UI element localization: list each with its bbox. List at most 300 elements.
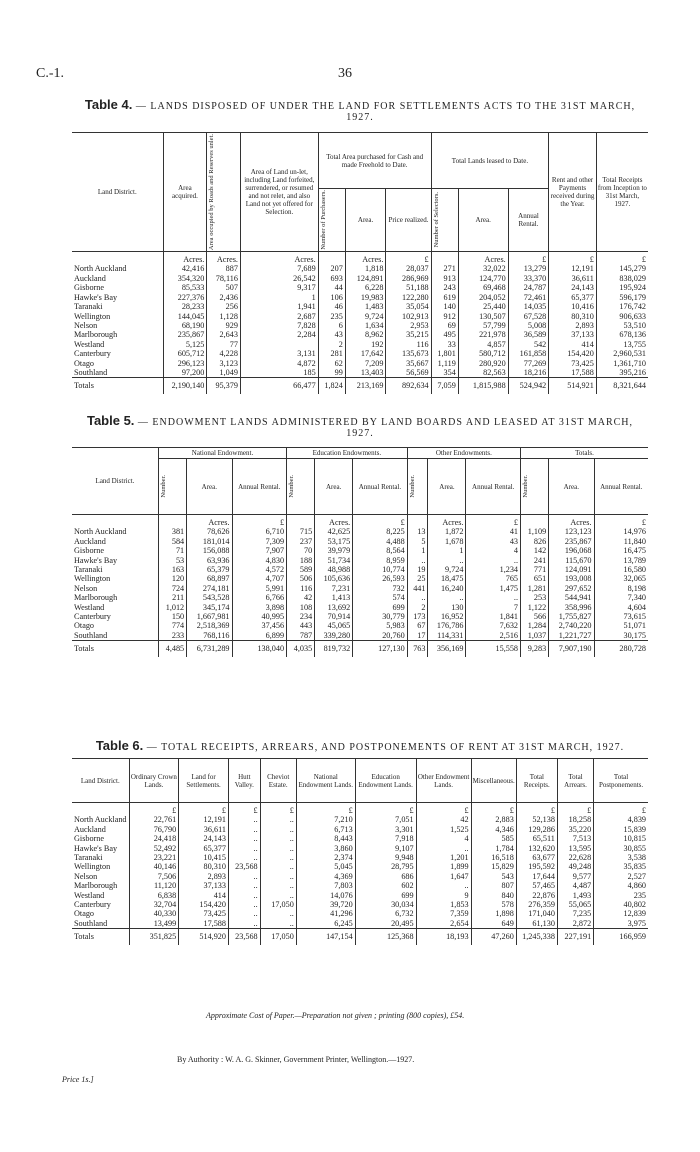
value-cell: 196,068	[549, 546, 594, 555]
value-cell: 65,377	[549, 293, 597, 302]
value-cell: 70	[287, 546, 315, 555]
value-cell: ..	[416, 881, 471, 890]
value-cell: 85,533	[163, 283, 207, 292]
value-cell: 16,952	[428, 612, 466, 621]
t5-h-number	[159, 459, 187, 515]
value-cell: 24,418	[129, 834, 179, 843]
unit-cell: £	[641, 255, 646, 265]
t4-h-l-area: Area.	[458, 189, 508, 252]
value-cell: 67,528	[508, 312, 549, 321]
table-row	[72, 359, 648, 368]
value-cell: 71	[159, 546, 187, 555]
totals-row	[72, 378, 648, 394]
value-cell: 23,568	[228, 862, 260, 871]
unit-cell: £	[355, 803, 416, 816]
table-row	[72, 546, 648, 555]
value-cell: 188	[287, 556, 315, 565]
value-cell: 40,330	[129, 909, 179, 918]
value-cell: 130,507	[458, 312, 508, 321]
value-cell: 63,677	[516, 853, 557, 862]
value-cell: 40,146	[129, 862, 179, 871]
value-cell: 6,732	[355, 909, 416, 918]
value-cell: 4,839	[627, 815, 646, 825]
value-cell: 30,175	[623, 630, 646, 640]
table6-title	[70, 738, 650, 753]
table4-body	[72, 252, 648, 394]
value-cell: 693	[318, 274, 345, 283]
district-cell: Westland	[72, 340, 163, 349]
unit-cell	[72, 803, 129, 816]
value-cell: 17,050	[260, 900, 296, 909]
value-cell: 24,143	[549, 283, 597, 292]
value-cell: 56,569	[386, 368, 431, 378]
value-cell: 124,891	[345, 274, 386, 283]
unit-cell: £	[471, 803, 516, 816]
district-cell: North Auckland	[72, 815, 129, 824]
value-cell: 7,235	[557, 909, 593, 918]
value-cell: 2,893	[179, 872, 229, 881]
t6-h-col: National Endowment Lands.	[296, 759, 355, 803]
value-cell: 73,425	[179, 909, 229, 918]
value-cell: 5,045	[296, 862, 355, 871]
value-cell: 906,633	[619, 311, 646, 321]
value-cell: 1,525	[416, 825, 471, 834]
value-cell: 10,415	[179, 853, 229, 862]
value-cell: 715	[287, 527, 315, 536]
value-cell: 35,215	[386, 330, 431, 339]
totals-cell: 95,379	[207, 378, 241, 394]
value-cell: 67	[407, 621, 428, 630]
value-cell: 37,456	[232, 621, 287, 630]
value-cell: 130	[428, 603, 466, 612]
value-cell: 233	[159, 631, 187, 641]
table-row	[72, 283, 648, 292]
t4-h-rental: Annual Rental.	[508, 189, 549, 252]
value-cell: 6	[318, 321, 345, 330]
table-row	[72, 584, 648, 593]
totals-cell: 6,731,289	[187, 641, 232, 657]
value-cell: 1,841	[466, 612, 521, 621]
totals-cell: 166,959	[594, 929, 648, 945]
value-cell: 39,979	[315, 546, 353, 555]
value-cell: 6,228	[345, 283, 386, 292]
t6-h-col: Land for Settlements.	[179, 759, 229, 803]
value-cell: 1,281	[521, 584, 549, 593]
value-cell: 1,221,727	[549, 631, 594, 641]
value-cell: ..	[228, 825, 260, 834]
value-cell: 122,280	[386, 293, 431, 302]
value-cell: 6,838	[129, 891, 179, 900]
value-cell: 235	[633, 890, 646, 900]
value-cell: 651	[521, 574, 549, 583]
value-cell: ..	[260, 825, 296, 834]
value-cell: 30,779	[353, 612, 408, 621]
value-cell: 39,720	[296, 900, 355, 909]
value-cell: 1,941	[240, 302, 318, 311]
t5-h-number-text: Number.	[522, 475, 530, 498]
value-cell: 32,704	[129, 900, 179, 909]
value-cell: 1,853	[416, 900, 471, 909]
value-cell: 9,724	[345, 312, 386, 321]
value-cell: 7,803	[296, 881, 355, 890]
table-row	[72, 834, 648, 843]
value-cell: 45,065	[315, 621, 353, 630]
t5-h-group-national: National Endowment.	[159, 448, 287, 459]
district-cell: Canterbury	[72, 612, 159, 621]
value-cell: 106	[318, 293, 345, 302]
value-cell: 4,707	[232, 574, 287, 583]
value-cell: 7,340	[627, 593, 646, 603]
value-cell: 123,123	[549, 527, 594, 536]
value-cell: 46	[318, 302, 345, 311]
value-cell: 253	[521, 593, 549, 602]
value-cell: 22,761	[129, 815, 179, 824]
value-cell: 1	[407, 546, 428, 555]
unit-cell	[72, 252, 163, 265]
value-cell: 36,589	[508, 330, 549, 339]
value-cell: 686	[355, 872, 416, 881]
value-cell: 929	[207, 321, 241, 330]
table-row	[72, 565, 648, 574]
table-row	[72, 312, 648, 321]
value-cell: 51,734	[315, 556, 353, 565]
table-row	[72, 330, 648, 339]
t4-h-purchased: Total Area purchased for Cash and made Freehold to Date.	[318, 133, 431, 189]
value-cell: 596,179	[619, 292, 646, 302]
unit-cell: £	[129, 803, 179, 816]
value-cell: ..	[407, 556, 428, 565]
value-cell: 80,310	[549, 312, 597, 321]
table-row	[72, 844, 648, 853]
value-cell: 1,128	[207, 312, 241, 321]
value-cell: 65,377	[179, 844, 229, 853]
district-cell: Westland	[72, 603, 159, 612]
value-cell: 51,071	[623, 621, 646, 631]
value-cell: 28,233	[163, 302, 207, 311]
value-cell: 176,742	[619, 302, 646, 312]
totals-cell: 2,190,140	[163, 378, 207, 394]
value-cell: ..	[260, 844, 296, 853]
value-cell: 4,228	[207, 349, 241, 358]
district-cell: Nelson	[72, 584, 159, 593]
value-cell: 185	[240, 368, 318, 378]
t6-h-col: Total Receipts.	[516, 759, 557, 803]
totals-cell: 125,368	[355, 929, 416, 945]
table-row	[72, 293, 648, 302]
value-cell: 227,376	[163, 293, 207, 302]
value-cell: 912	[431, 312, 458, 321]
value-cell: 9,724	[428, 565, 466, 574]
value-cell: 17,588	[549, 368, 597, 378]
table6-body	[72, 803, 648, 945]
value-cell: ..	[260, 862, 296, 871]
units-row	[72, 515, 648, 528]
totals-cell: 351,825	[129, 929, 179, 945]
value-cell: 73,615	[623, 612, 646, 622]
value-cell: 235,867	[549, 537, 594, 546]
totals-cell: 819,732	[315, 641, 353, 657]
totals-cell: 7,059	[431, 378, 458, 394]
value-cell: 234	[287, 612, 315, 621]
value-cell: 14,035	[508, 302, 549, 311]
value-cell: 97,200	[163, 368, 207, 378]
value-cell: 774	[159, 621, 187, 630]
value-cell: 40,995	[232, 612, 287, 621]
value-cell: ..	[416, 844, 471, 853]
t4-h-district: Land District.	[72, 133, 163, 252]
value-cell: 7,231	[315, 584, 353, 593]
value-cell: 5,983	[353, 621, 408, 630]
district-cell: North Auckland	[72, 264, 163, 273]
value-cell: 32,065	[623, 574, 646, 584]
value-cell: 1,634	[345, 321, 386, 330]
units-row	[72, 252, 648, 265]
value-cell: 17,644	[516, 872, 557, 881]
table6	[72, 758, 648, 945]
totals-cell: 227,191	[557, 929, 593, 945]
t5-h-rental: Annual Rental.	[594, 459, 648, 515]
table-row	[72, 274, 648, 283]
value-cell: 70,914	[315, 612, 353, 621]
value-cell	[240, 340, 318, 349]
value-cell: 441	[407, 584, 428, 593]
value-cell: 26,542	[240, 274, 318, 283]
unit-cell: £	[641, 806, 646, 815]
value-cell: 163	[159, 565, 187, 574]
value-cell: ..	[260, 834, 296, 843]
value-cell: 120	[159, 574, 187, 583]
value-cell: 2,872	[557, 919, 593, 929]
district-cell: Taranaki	[72, 853, 129, 862]
value-cell: 243	[431, 283, 458, 292]
table-row	[72, 631, 648, 641]
value-cell: 395,216	[619, 367, 646, 377]
unit-cell: £	[557, 803, 593, 816]
value-cell: 51,188	[386, 283, 431, 292]
unit-cell: Acres.	[315, 515, 353, 528]
table-row	[72, 574, 648, 583]
unit-cell: £	[296, 803, 355, 816]
value-cell: 5,008	[508, 321, 549, 330]
value-cell: 7,209	[345, 359, 386, 368]
table-row	[72, 825, 648, 834]
value-cell: 7,689	[240, 264, 318, 273]
totals-cell: 1,245,338	[516, 929, 557, 945]
value-cell: ..	[260, 881, 296, 890]
table-row	[72, 593, 648, 602]
value-cell: 9,107	[355, 844, 416, 853]
district-cell: Auckland	[72, 537, 159, 546]
value-cell: 62	[318, 359, 345, 368]
district-cell: Auckland	[72, 274, 163, 283]
unit-cell	[72, 515, 159, 528]
value-cell: 28,795	[355, 862, 416, 871]
value-cell: 4,860	[627, 881, 646, 891]
value-cell: 3,131	[240, 349, 318, 358]
district-cell: Wellington	[72, 574, 159, 583]
value-cell: 4	[466, 546, 521, 555]
district-cell: Otago	[72, 359, 163, 368]
value-cell: 495	[431, 330, 458, 339]
t5-h-area: Area.	[428, 459, 466, 515]
unit-cell: Acres.	[163, 252, 207, 265]
value-cell: 1,493	[557, 891, 593, 900]
value-cell: 1,284	[521, 621, 549, 630]
value-cell: 1,483	[345, 302, 386, 311]
value-cell: 37,133	[179, 881, 229, 890]
value-cell: 36,611	[549, 274, 597, 283]
value-cell: 65,511	[516, 834, 557, 843]
value-cell: 53,510	[623, 320, 646, 330]
value-cell: 1,667,981	[187, 612, 232, 621]
unit-cell: £	[260, 803, 296, 816]
value-cell: 18,258	[557, 815, 593, 824]
value-cell: 40,802	[623, 900, 646, 910]
value-cell: 8,959	[353, 556, 408, 565]
value-cell: 807	[471, 881, 516, 890]
value-cell: 2,953	[386, 321, 431, 330]
value-cell: 11,840	[623, 536, 646, 546]
district-cell: Otago	[72, 909, 129, 918]
value-cell: 840	[471, 891, 516, 900]
value-cell: 78,626	[187, 527, 232, 536]
value-cell: 4,604	[627, 602, 646, 612]
t6-h-col: Education Endowment Lands.	[355, 759, 416, 803]
value-cell: 1,201	[416, 853, 471, 862]
value-cell: 507	[207, 283, 241, 292]
value-cell: 32,022	[458, 264, 508, 273]
district-cell: Marlborough	[72, 593, 159, 602]
unit-cell: Acres.	[428, 515, 466, 528]
value-cell: ..	[228, 815, 260, 824]
t5-h-number	[287, 459, 315, 515]
district-cell: Nelson	[72, 872, 129, 881]
t6-h-col: Hutt Valley.	[228, 759, 260, 803]
value-cell: 9,317	[240, 283, 318, 292]
table5-title-text: — ENDOWMENT LANDS ADMINISTERED BY LAND BOARDS AND LEASED AT 31ST MARCH, 1927.	[137, 417, 634, 439]
value-cell: 2,740,220	[549, 621, 594, 630]
value-cell: 4,369	[296, 872, 355, 881]
value-cell: 1,801	[431, 349, 458, 358]
value-cell: 115,670	[549, 556, 594, 565]
table-row	[72, 556, 648, 565]
t5-h-district: Land District.	[72, 448, 159, 515]
value-cell: 15,829	[471, 862, 516, 871]
t4-h-num-purch: Number of Purchasers.	[318, 189, 345, 252]
unit-cell: £	[228, 803, 260, 816]
value-cell: 2,643	[207, 330, 241, 339]
value-cell: 173	[407, 612, 428, 621]
value-cell: 35,220	[557, 825, 593, 834]
table-row	[72, 603, 648, 612]
district-cell: Wellington	[72, 312, 163, 321]
value-cell: 765	[466, 574, 521, 583]
totals-cell: 356,169	[428, 641, 466, 657]
unit-cell	[287, 515, 315, 528]
t5-h-number	[521, 459, 549, 515]
value-cell: 358,996	[549, 603, 594, 612]
value-cell: 3,975	[627, 918, 646, 928]
value-cell: 17,588	[179, 919, 229, 929]
value-cell: 7,051	[355, 815, 416, 824]
footer-price: Price 1s.]	[62, 1075, 94, 1084]
t6-h-col: Cheviot Estate.	[260, 759, 296, 803]
t5-h-number-text: Number.	[408, 475, 416, 498]
value-cell: 619	[431, 293, 458, 302]
totals-cell: 47,260	[471, 929, 516, 945]
value-cell: 24,787	[508, 283, 549, 292]
totals-label: Totals	[72, 378, 163, 394]
value-cell: 195,592	[516, 862, 557, 871]
value-cell: 114,331	[428, 631, 466, 641]
value-cell: 4,872	[240, 359, 318, 368]
totals-cell: 763	[407, 641, 428, 657]
value-cell: 195,924	[619, 283, 646, 293]
value-cell: 1,234	[466, 565, 521, 574]
value-cell: 1,037	[521, 631, 549, 641]
table5-label: Table 5.	[86, 413, 135, 428]
district-cell: Canterbury	[72, 349, 163, 358]
value-cell: 44	[318, 283, 345, 292]
unit-cell: £	[466, 515, 521, 528]
value-cell: 4,830	[232, 556, 287, 565]
value-cell: 14,076	[296, 891, 355, 900]
totals-cell: 1,815,988	[458, 378, 508, 394]
value-cell: 35,667	[386, 359, 431, 368]
value-cell: 20,760	[353, 631, 408, 641]
value-cell: 1,122	[521, 603, 549, 612]
value-cell: 7,513	[557, 834, 593, 843]
value-cell: ..	[466, 556, 521, 565]
value-cell: 20,495	[355, 919, 416, 929]
value-cell: 30,034	[355, 900, 416, 909]
value-cell: 154,420	[179, 900, 229, 909]
value-cell: 7,309	[232, 537, 287, 546]
t6-h-col: Ordinary Crown Lands.	[129, 759, 179, 803]
unit-cell: Acres.	[458, 252, 508, 265]
value-cell: 506	[287, 574, 315, 583]
district-cell: Hawke's Bay	[72, 844, 129, 853]
value-cell: 142	[521, 546, 549, 555]
value-cell: 42,416	[163, 264, 207, 273]
value-cell: 585	[471, 834, 516, 843]
value-cell: 43	[318, 330, 345, 339]
totals-cell: 7,907,190	[549, 641, 594, 657]
value-cell: 171,040	[516, 909, 557, 918]
district-cell: Marlborough	[72, 881, 129, 890]
value-cell: 771	[521, 565, 549, 574]
value-cell: 17,642	[345, 349, 386, 358]
value-cell: 192	[345, 340, 386, 349]
value-cell: 18,475	[428, 574, 466, 583]
value-cell: 35,835	[623, 862, 646, 872]
value-cell: 2,883	[471, 815, 516, 824]
value-cell: 37,133	[549, 330, 597, 339]
value-cell: 5,991	[232, 584, 287, 593]
value-cell: 13,403	[345, 368, 386, 378]
value-cell: 3,123	[207, 359, 241, 368]
t4-h-rent: Rent and other Payments received during the Year.	[549, 133, 597, 252]
totals-cell: 9,283	[521, 641, 549, 657]
totals-cell: 1,824	[318, 378, 345, 394]
t6-h-col: Other Endowment Lands.	[416, 759, 471, 803]
t5-subheader	[72, 459, 648, 515]
value-cell: 16,580	[623, 565, 646, 575]
value-cell: 124,770	[458, 274, 508, 283]
value-cell: 176,786	[428, 621, 466, 630]
district-cell: Southland	[72, 368, 163, 378]
value-cell: 43	[466, 537, 521, 546]
